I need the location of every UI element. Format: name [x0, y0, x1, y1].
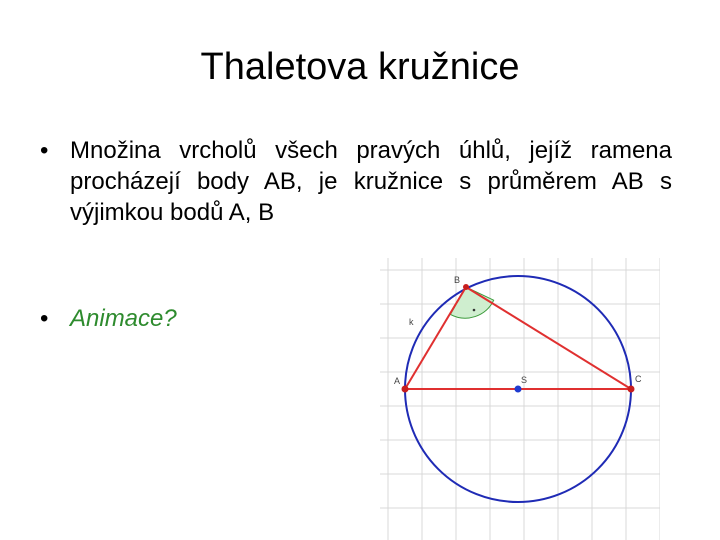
slide-title: Thaletova kružnice	[200, 46, 520, 88]
thales-diagram	[380, 258, 660, 540]
point-c	[628, 386, 635, 393]
bullet-marker: •	[40, 305, 49, 332]
label-c: C	[635, 374, 642, 384]
bullet-text: Množina vrcholů všech pravých úhlů, jejíž ramena procházejí body AB, je kružnice s průměrem AB s výjimkou bodů A, B	[70, 137, 672, 226]
point-center	[515, 386, 522, 393]
label-center: S	[521, 375, 528, 385]
point-vertex	[463, 284, 469, 290]
right-angle-dot	[473, 309, 476, 312]
label-a: A	[394, 376, 401, 386]
label-k: k	[409, 317, 414, 327]
thales-figure	[380, 258, 660, 540]
point-a	[402, 386, 409, 393]
label-vertex: B	[454, 275, 461, 285]
bullet-marker: •	[40, 137, 49, 164]
grid	[380, 258, 660, 540]
bullet-text: Animace?	[70, 305, 177, 332]
bullet-definition	[40, 135, 672, 228]
